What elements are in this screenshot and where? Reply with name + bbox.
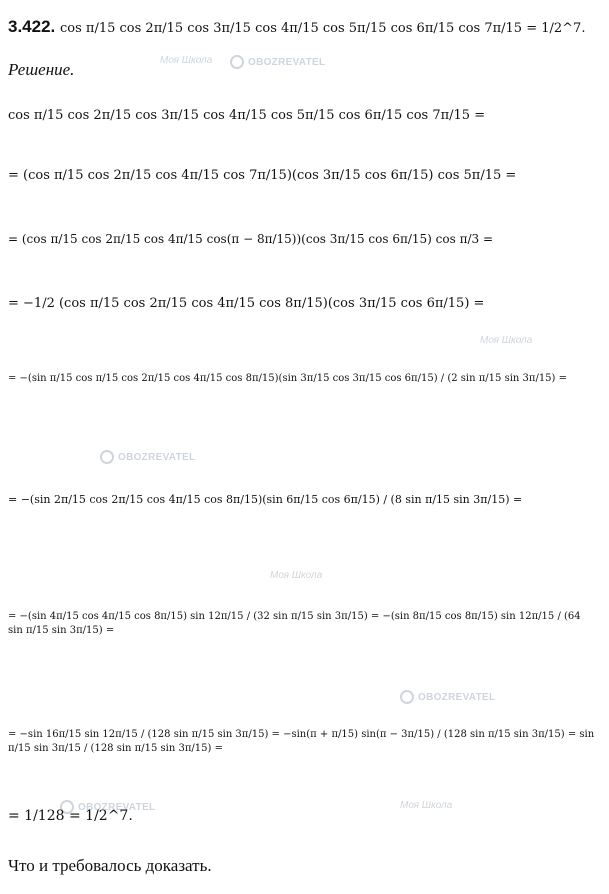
watermark-school: [160, 55, 212, 66]
watermark-school-text: Моя Школа: [400, 800, 453, 811]
watermark-obozrevatel-text: OBOZREVATEL: [418, 691, 496, 703]
solution-line-5: = −(sin π/15 cos π/15 cos 2π/15 cos 4π/15 cos 8π/15)(sin 3π/15 cos 3π/15 cos 6π/15) / (2 sin π/15 sin 3π/15) =: [8, 373, 568, 384]
watermark-school-3: [270, 570, 322, 581]
obozrevatel-logo-icon: [100, 450, 114, 464]
watermark-school-text: Моя Школа: [160, 55, 213, 66]
solution-line-6: = −(sin 2π/15 cos 2π/15 cos 4π/15 cos 8π/15)(sin 6π/15 cos 6π/15) / (8 sin π/15 sin 3π/15) =: [8, 493, 523, 506]
watermark-obozrevatel-text: OBOZREVATEL: [78, 801, 156, 813]
solution-line-7: = −(sin 4π/15 cos 4π/15 cos 8π/15) sin 12π/15 / (32 sin π/15 sin 3π/15) = −(sin 8π/15 cos 8π/15) sin 12π/15 / (64 sin π/15 sin 3π/15) =: [8, 611, 581, 636]
watermark-school-text: Моя Школа: [270, 570, 323, 581]
watermark-obozrevatel-text: OBOZREVATEL: [118, 451, 196, 463]
watermark-school-4: [400, 800, 452, 811]
watermark-school-2: [480, 335, 532, 346]
problem-formula: cos π/15 cos 2π/15 cos 3π/15 cos 4π/15 cos 5π/15 cos 6π/15 cos 7π/15 = 1/2^7.: [60, 21, 586, 36]
watermark-obozrevatel-2: [100, 450, 195, 464]
watermark-obozrevatel-3: [400, 690, 495, 704]
solution-line-9: = 1/128 = 1/2^7.: [8, 808, 133, 824]
problem-number: 3.422.: [8, 17, 56, 36]
obozrevatel-logo-icon: [400, 690, 414, 704]
solution-line-8: = −sin 16π/15 sin 12π/15 / (128 sin π/15 sin 3π/15) = −sin(π + π/15) sin(π − 3π/15) / (128 sin π/15 sin 3π/15) = sin π/15 sin 3π/15 / (128 sin π/15 sin 3π/15) =: [8, 729, 595, 754]
watermark-school-text: Моя Школа: [480, 335, 533, 346]
problem-statement: [8, 16, 585, 38]
solution-line-1: cos π/15 cos 2π/15 cos 3π/15 cos 4π/15 cos 5π/15 cos 6π/15 cos 7π/15 =: [8, 108, 486, 123]
solution-label: Решение.: [8, 60, 75, 79]
solution-line-4: = −1/2 (cos π/15 cos 2π/15 cos 4π/15 cos 8π/15)(cos 3π/15 cos 6π/15) =: [8, 296, 485, 311]
obozrevatel-logo-icon: [230, 55, 244, 69]
solution-line-2: = (cos π/15 cos 2π/15 cos 4π/15 cos 7π/15)(cos 3π/15 cos 6π/15) cos 5π/15 =: [8, 168, 517, 183]
watermark-obozrevatel-text: OBOZREVATEL: [248, 56, 326, 68]
watermark-obozrevatel: [230, 55, 325, 69]
conclusion-text: Что и требовалось доказать.: [8, 856, 212, 875]
solution-line-3: = (cos π/15 cos 2π/15 cos 4π/15 cos(π − 8π/15))(cos 3π/15 cos 6π/15) cos π/3 =: [8, 232, 494, 246]
